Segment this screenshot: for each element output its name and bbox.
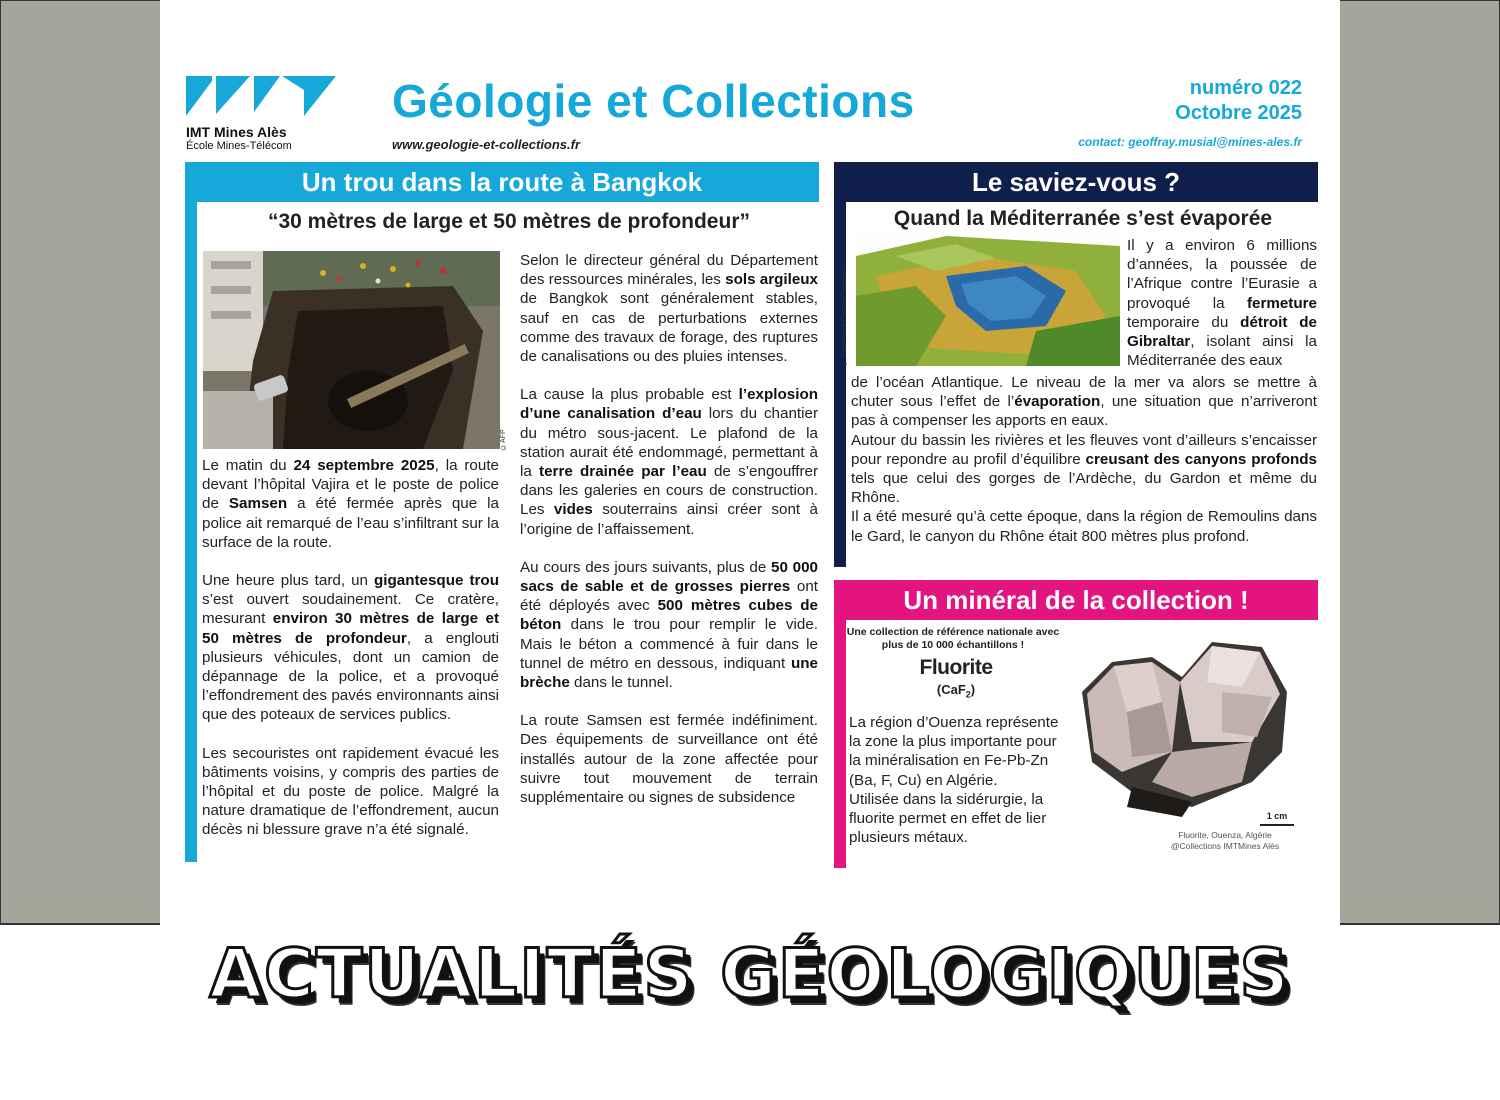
article1-paragraph6: Au cours des jours suivants, plus de 50 000 sacs de sable et de grosses pierres ont été déployés avec 500 mètres cubes de béton dans le trou pour remplir le vide. Mais le béton a commencé à fuir dans le tunnel de métro en dessous, indiquant une brèche dans le tunnel. bbox=[520, 558, 818, 692]
logo-name: IMT Mines Alès bbox=[186, 124, 287, 140]
sinkhole-photo-credit: ©AFP bbox=[500, 429, 507, 450]
article1-column1 bbox=[202, 456, 499, 859]
article2-banner: Le saviez-vous ? bbox=[834, 162, 1318, 202]
issue-date: Octobre 2025 bbox=[1175, 102, 1302, 124]
journal-title: Géologie et Collections bbox=[392, 75, 915, 127]
fluorite-caption: Fluorite, Ouenza, Algérie @Collections IMTMines Alès bbox=[1170, 830, 1280, 851]
mediterranean-relief-image bbox=[856, 236, 1120, 366]
article3-banner: Un minéral de la collection ! bbox=[834, 580, 1318, 620]
article1-paragraph2: Une heure plus tard, un gigantesque trou s’est ouvert soudainement. Ce cratère, mesurant environ 30 mètres de large et 50 mètres de profondeur, a englouti plusieurs véhicules, dont un camion de dépannage de la police, et a provoqué l’effondrement des pavés environnants ainsi que des poteaux de services publics. bbox=[202, 572, 500, 724]
logo-subtitle: École Mines-Télécom bbox=[186, 140, 292, 152]
article3-sidebar bbox=[834, 620, 846, 868]
article2-paragraph3: Il a été mesuré qu’à cette époque, dans la région de Remoulins dans le Gard, le canyon du Rhône était 800 mètres plus profond. bbox=[851, 508, 1317, 545]
article1-paragraph3: Les secouristes ont rapidement évacué les bâtiments voisins, y compris des parties de l’hôpital et du poste de police. Malgré la nature dramatique de l’effondrement, aucun décès ni blessure grave n’a été signalé. bbox=[202, 744, 499, 839]
contact-email[interactable]: contact: geoffray.musial@mines-ales.fr bbox=[1078, 135, 1302, 149]
scale-bar bbox=[1260, 824, 1294, 826]
imt-logo-icon bbox=[186, 76, 338, 122]
mineral-text2: Utilisée dans la sidérurgie, la fluorite permet en effet de lier plusieurs métaux. bbox=[849, 790, 1047, 847]
article1-paragraph5: La cause la plus probable est l’explosion d’une canalisation d’eau lors du chantier du métro sous-jacent. Le plafond de la station aurait été endommagé, permettant à la terre drainée par l’eau de s’engouffrer dans les galeries en cours de construction. Les vides souterrains ainsi créer sont à l’origine de l’affaissement. bbox=[520, 386, 819, 538]
article1-paragraph1: Le matin du 24 septembre 2025, la route devant l’hôpital Vajira et le poste de police de Samsen a été fermée après que la police ait remarqué de l’eau s’infiltrant sur la surface de la route. bbox=[202, 457, 499, 551]
fluorite-photo bbox=[1072, 632, 1312, 832]
article2-title: Quand la Méditerranée s’est évaporée bbox=[893, 207, 1273, 230]
article1-paragraph7: La route Samsen est fermée indéfiniment. Des équipements de surveillance ont été installés autour de la zone affectée pour suivre tout mouvement de terrain supplémentaire ou signes de subsidence bbox=[520, 712, 818, 807]
scale-label: 1 cm bbox=[1266, 811, 1288, 821]
mineral-formula: (CaF$_2$) bbox=[936, 682, 976, 700]
newsletter-sheet bbox=[160, 0, 1340, 925]
website-link[interactable]: www.geologie-et-collections.fr bbox=[392, 137, 581, 152]
article1-banner: Un trou dans la route à Bangkok bbox=[185, 162, 819, 202]
article1-paragraph4: Selon le directeur général du Département des ressources minérales, les sols argileux de Bangkok sont généralement stables, sauf en cas de perturbations externes comme des travaux de forage, des ruptures de canalisations ou des pluies intenses. bbox=[520, 252, 818, 366]
article1-column2 bbox=[520, 251, 818, 826]
article1-quote: “30 mètres de large et 50 mètres de profondeur” bbox=[267, 210, 750, 233]
sinkhole-photo bbox=[203, 251, 500, 449]
article1-sidebar bbox=[185, 202, 197, 862]
relief-image-credit: © Pibernat et Garcia-Castellano bbox=[841, 265, 848, 366]
issue-number: numéro 022 bbox=[1189, 77, 1302, 99]
article2-text: de l’océan Atlantique. Le niveau de la mer va alors se mettre à chuter sous l’effet de l’évaporation, une situation que n’arriveront pas à compenser les apports en eaux. Autour du bassin les rivières et les fleuves vont d’ailleurs s’encaisser pour repondre au profil d’équilibre creusant des canyons profonds tels que celui des gorges de l’Ardèche, du Gardon et même du Rhône. Il a été mesuré qu’à cette époque, dans la région de Remoulins dans le Gard, le canyon du Rhône était 800 mètres plus profond. bbox=[851, 374, 1317, 545]
mineral-name: Fluorite bbox=[919, 656, 993, 679]
article2-text-wrap: Il y a environ 6 millions d’années, la poussée de l’Afrique contre l’Eurasie a provoqué la fermeture temporaire du détroit de Gibraltar, isolant ainsi la Méditerranée des eaux bbox=[1127, 237, 1317, 370]
mineral-text1: La région d’Ouenza représente la zone la plus importante pour la minéralisation en Fe-Pb-Zn (Ba, F, Cu) en Algérie. bbox=[849, 714, 1059, 789]
collection-note: Une collection de référence nationale avec plus de 10 000 échantillons ! bbox=[846, 626, 1060, 651]
footer-title: ACTUALITÉS GÉOLOGIQUES bbox=[209, 935, 1291, 1014]
mineral-description bbox=[849, 713, 1063, 847]
